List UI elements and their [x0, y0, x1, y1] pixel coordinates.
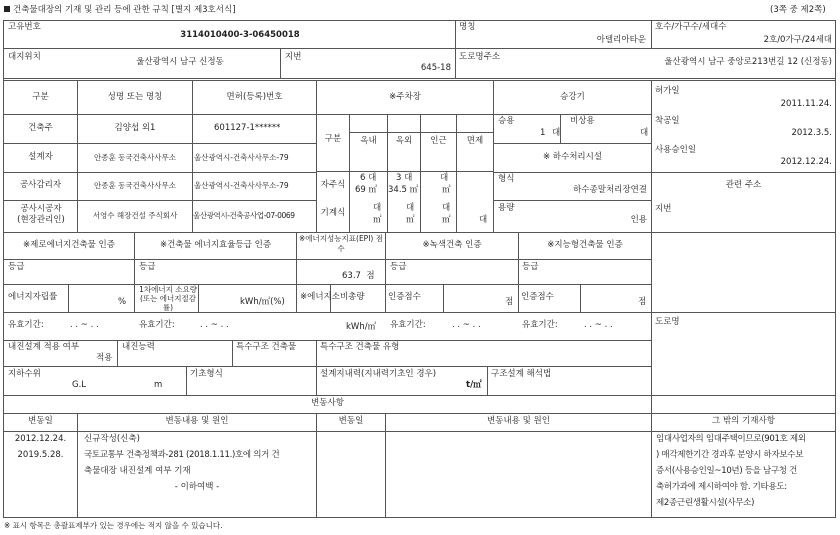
permit-date: 2011.11.24.: [780, 99, 832, 109]
change-date-header: 변동일: [338, 416, 364, 426]
special-structure-label: 특수구조 건축물: [236, 342, 297, 352]
groundwater-label: 지하수위: [8, 369, 41, 379]
unit-label: 대: [640, 128, 649, 138]
other-note-line: 증서(사용승인일~10년) 등을 남구청 건: [656, 466, 798, 476]
unit-label: kWh/㎡(%): [240, 297, 285, 307]
role-designer: 설계자: [28, 152, 53, 162]
self-outdoor-count: 3: [396, 173, 402, 183]
related-road-label: 도로명: [655, 317, 680, 327]
change-content-cont: 축물대장 내진설계 여부 기재: [84, 466, 191, 476]
designer-name: 안종훈 동국건축사사무소: [93, 153, 177, 162]
change-date-header: 변동일: [28, 416, 53, 426]
unit-label: 대: [479, 215, 488, 225]
energy-efficiency-cert-header: ※건축물 에너지효율등급 인증: [159, 240, 272, 250]
page-indicator: (3쪽 중 제2쪽): [770, 5, 826, 15]
sewage-capacity-label: 용량: [498, 203, 515, 213]
sewage-capacity-unit: 인용: [630, 215, 647, 225]
people-id-header: 면허(등록)번호: [226, 92, 283, 102]
form-title: 건축물대장의 기재 및 관리 등에 관한 규칙 [별지 제3호서식]: [4, 5, 236, 16]
green-building-cert-header: ※녹색건축 인증: [422, 240, 482, 250]
parking-title: ※주차장: [389, 92, 421, 102]
parking-nearby-header: 인근: [430, 136, 447, 146]
role-contractor: 공사시공자 (현장관리인): [17, 204, 65, 225]
unit-label: 대: [404, 173, 413, 183]
supervisor-id: 울산광역시-건축사사무소-79: [194, 181, 289, 190]
structure-analysis-label: 구조설계 해석법: [491, 369, 552, 379]
building-name: 아델리아타운: [596, 35, 646, 45]
unit-label: 점: [366, 271, 375, 281]
lot-value: 645-18: [420, 63, 451, 73]
grade-label: 등급: [8, 262, 25, 272]
energy-total-label: ※에너지소비총량: [300, 292, 365, 302]
start-date-label: 착공일: [655, 116, 680, 126]
seismic-capacity-label: 내진능력: [122, 342, 155, 352]
gl-label: G.L: [72, 380, 87, 390]
other-notes-header: 그 밖의 기재사항: [712, 416, 775, 426]
elevator-emergency-label: 비상용: [570, 116, 595, 126]
validity-label: 유효기간:: [139, 320, 175, 330]
other-note-line: 제2종근린생활시설(사무소): [656, 498, 755, 508]
unit-label: 대: [442, 203, 451, 213]
owner-id: 601127-1******: [214, 123, 281, 133]
start-date: 2012.3.5.: [791, 128, 832, 138]
cert-score-label: 인증점수: [521, 292, 554, 302]
unit-label: 대: [373, 203, 382, 213]
other-note-line: 임대사업자의 임대주택이므로(901호 제외: [656, 434, 806, 444]
other-note-line: 축허가과에 제시하여야 함. 기타용도:: [656, 482, 787, 492]
parking-self-label: 자주식: [320, 180, 346, 190]
self-sufficiency-label: 에너지자립률: [8, 292, 58, 302]
change-date: 2012.12.24.: [14, 434, 67, 444]
owner-name: 김양섭 외1: [114, 123, 156, 133]
unit-label: t/㎡: [466, 380, 482, 390]
unit-label: ㎡: [368, 185, 378, 195]
validity-value: . . ~ . .: [584, 320, 613, 330]
self-outdoor-area: 34.5: [388, 185, 407, 195]
road-label: 도로명주소: [459, 52, 501, 62]
change-content: 신규작성(신축): [84, 434, 140, 444]
seismic-design-value: 적용: [96, 353, 113, 363]
end-marker: - 이하여백 -: [174, 482, 220, 492]
people-name-header: 성명 또는 명칭: [107, 92, 163, 102]
seismic-design-label: 내진설계 적용 여부: [8, 342, 80, 352]
role-owner: 건축주: [28, 123, 53, 133]
unit-label: ㎡: [373, 215, 382, 225]
other-note-line: ) 매각제한기간 경과후 분양시 하자보수보: [656, 450, 804, 460]
sewage-type-label: 형식: [498, 174, 515, 184]
elevator-passenger-count: 1: [540, 128, 546, 138]
epi-score-value: 63.7: [342, 271, 361, 281]
validity-value: . . ~ . .: [70, 320, 99, 330]
parking-type-header: 구분: [324, 134, 342, 144]
unit-label: 점: [505, 297, 514, 307]
unit-label: 점: [638, 297, 647, 307]
permit-date-label: 허가일: [655, 86, 680, 96]
epi-score: [342, 271, 375, 282]
grade-label: 등급: [139, 262, 156, 272]
foundation-type-label: 기초형식: [190, 369, 223, 379]
unique-no: 3114010400-3-06450018: [180, 30, 300, 40]
self-indoor-area: 69: [355, 185, 366, 195]
primary-energy-label: 1차에너지 소요량 (또는 에너지절감률): [139, 285, 197, 312]
parking-indoor-header: 옥내: [360, 136, 377, 146]
elevator-title: 승강기: [560, 92, 585, 102]
lot-label: 지번: [285, 52, 302, 62]
unit-label: m: [154, 380, 163, 390]
designer-id: 울산광역시-건축사사무소-79: [194, 153, 289, 162]
contractor-id: 울산광역시-건축공사업-07-0069: [193, 211, 295, 220]
unit-label: 대: [552, 128, 561, 138]
sewage-title: ※ 하수처리시설: [542, 152, 603, 162]
parking-outdoor-header: 옥외: [395, 136, 413, 146]
unit-label: kWh/㎡: [346, 322, 377, 332]
approval-date-label: 사용승인일: [655, 145, 697, 155]
road-value: 울산광역시 남구 중앙로213번길 12 (신정동): [664, 57, 832, 67]
unique-no-label: 고유번호: [8, 22, 41, 32]
unit-label: 대: [406, 203, 415, 213]
sewage-type: 하수종말처리장연결: [573, 185, 647, 195]
validity-label: 유효기간:: [522, 320, 558, 330]
validity-value: . . ~ . .: [452, 320, 481, 330]
grade-label: 등급: [522, 262, 539, 272]
site-value: 울산광역시 남구 신정동: [136, 57, 224, 67]
unit-label: %: [118, 297, 127, 307]
unit-label: ㎡: [442, 185, 451, 195]
unit-label: ㎡: [442, 215, 451, 225]
change-content-header: 변동내용 및 원인: [487, 416, 550, 426]
bearing-capacity-label: 설계지내력(지내력기초인 경우): [320, 369, 437, 379]
square-bullet-icon: [4, 6, 10, 12]
unit-label: 대: [440, 173, 449, 183]
related-address-title: 관련 주소: [725, 180, 762, 190]
zero-energy-cert-header: ※제로에너지건축물 인증: [23, 240, 115, 250]
intelligent-building-cert-header: ※지능형건축물 인증: [547, 240, 623, 250]
unit-label: ㎡: [409, 185, 419, 195]
people-role-header: 구분: [32, 92, 49, 102]
change-date: 2019.5.28.: [17, 450, 64, 460]
validity-label: 유효기간:: [8, 320, 44, 330]
special-structure-type-label: 특수구조 건축물 유형: [320, 342, 400, 352]
elevator-passenger-label: 승용: [498, 116, 515, 126]
validity-value: . . ~ . .: [200, 320, 229, 330]
unit-label: ㎡: [406, 215, 415, 225]
parking-exempt-header: 면제: [466, 136, 484, 146]
cert-score-label: 인증점수: [388, 292, 421, 302]
related-lot-label: 지번: [655, 204, 672, 214]
approval-date: 2012.12.24.: [780, 157, 832, 167]
changes-title: 변동사항: [311, 398, 344, 408]
units-label: 호수/가구수/세대수: [655, 22, 727, 32]
role-supervisor: 공사감리자: [19, 180, 62, 190]
units-value: 2호/0가구/24세대: [763, 35, 832, 45]
grade-label: 등급: [390, 262, 407, 272]
change-content-header: 변동내용 및 원인: [165, 416, 229, 426]
change-content: 국토교통부 건축정책과-281 (2018.1.11.)호에 의거 건: [84, 450, 280, 460]
validity-label: 유효기간:: [390, 320, 426, 330]
self-indoor-count: 6: [360, 173, 366, 183]
supervisor-name: 안종훈 동국건축사사무소: [93, 181, 177, 190]
parking-mech-label: 기계식: [320, 208, 346, 218]
unit-label: 대: [368, 173, 377, 183]
contractor-name: 서영수 해장건설 주식회사: [92, 211, 178, 220]
footer-note: ※ 표시 항목은 총괄표제부가 있는 경우에는 적지 않을 수 있습니다.: [4, 521, 223, 530]
name-label: 명칭: [459, 22, 476, 32]
site-label: 대지위치: [8, 52, 41, 62]
epi-score-header: ※에너지성능지표(EPI) 점수: [299, 234, 383, 253]
